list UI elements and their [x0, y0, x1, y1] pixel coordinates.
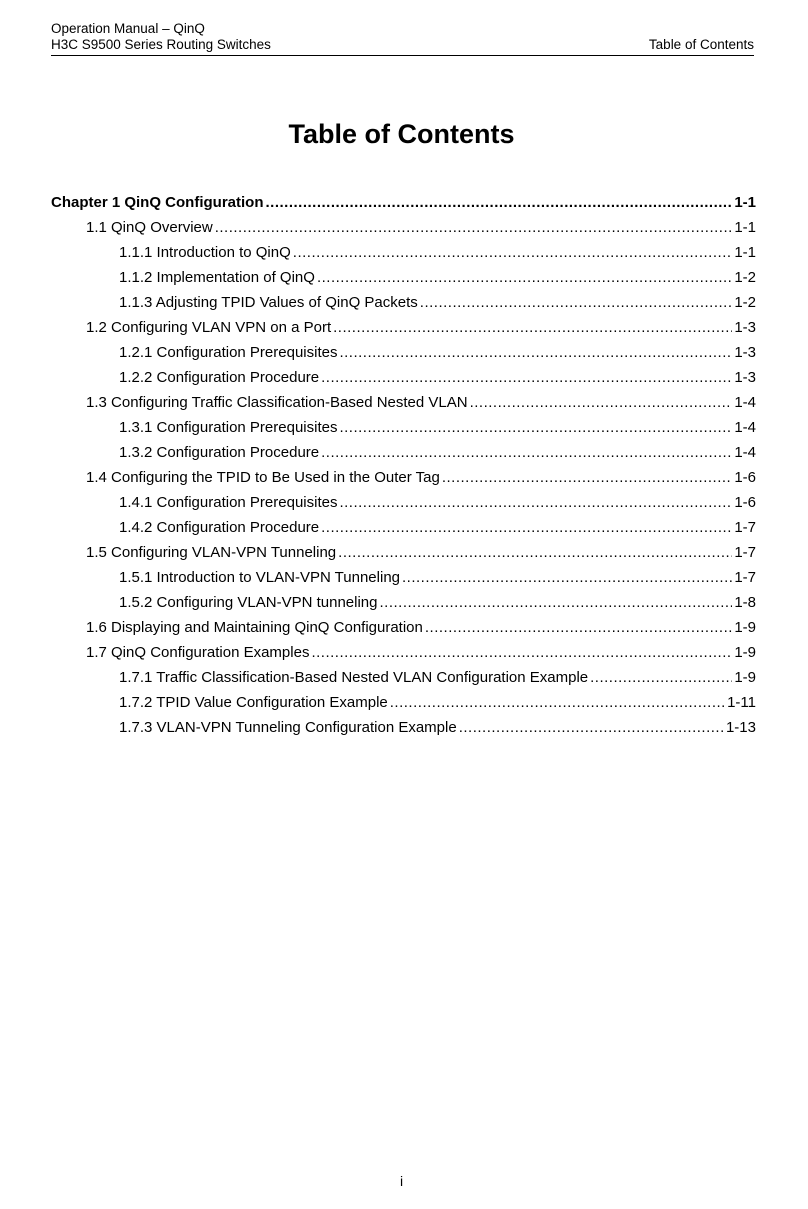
toc-leader-dots [470, 390, 733, 415]
toc-leader-dots [380, 590, 733, 615]
toc-entry[interactable] [51, 565, 756, 590]
toc-entry-text: 1.1.2 Implementation of QinQ [119, 269, 315, 286]
toc-entry[interactable] [51, 190, 756, 215]
toc-entry-text: 1.1 QinQ Overview [86, 219, 213, 236]
toc-entry-page: 1-9 [734, 619, 756, 636]
toc-entry-page: 1-2 [734, 269, 756, 286]
toc-entry[interactable] [51, 390, 756, 415]
toc-entry-page: 1-11 [727, 694, 756, 711]
toc-leader-dots [459, 715, 724, 740]
page-number: i [399, 1173, 404, 1189]
toc-entry-page: 1-7 [734, 519, 756, 536]
toc-leader-dots [293, 240, 733, 265]
toc-entry-text: 1.7.1 Traffic Classification-Based Nested VLAN Configuration Example [119, 669, 589, 686]
toc-entry-text: 1.2 Configuring VLAN VPN on a Port [86, 319, 332, 336]
toc-leader-dots [339, 340, 732, 365]
toc-entry-page: 1-4 [734, 394, 756, 411]
toc-entry-text: 1.3.1 Configuration Prerequisites [119, 419, 338, 436]
toc-entry-text: 1.3 Configuring Traffic Classification-Based Nested VLAN [86, 394, 468, 411]
toc-leader-dots [215, 215, 733, 240]
toc-entry-text: 1.7.2 TPID Value Configuration Example [119, 694, 388, 711]
toc-entry-page: 1-1 [734, 219, 756, 236]
toc-entry-page: 1-3 [734, 369, 756, 386]
toc-entry-page: 1-4 [734, 419, 756, 436]
toc-leader-dots [338, 540, 732, 565]
toc-entry-page: 1-13 [725, 719, 756, 736]
toc-entry-text: 1.5.2 Configuring VLAN-VPN tunneling [119, 594, 378, 611]
toc-entry-page: 1-7 [734, 569, 756, 586]
toc-entry-text: 1.4 Configuring the TPID to Be Used in the Outer Tag [86, 469, 440, 486]
toc-entry[interactable] [51, 490, 756, 515]
toc-entry-page: 1-6 [734, 494, 756, 511]
toc-entry[interactable] [51, 715, 756, 740]
toc-leader-dots [590, 665, 732, 690]
toc-entry-page: 1-6 [734, 469, 756, 486]
toc-entry-text: 1.3.2 Configuration Procedure [119, 444, 320, 461]
toc-entry-text: 1.2.1 Configuration Prerequisites [119, 344, 338, 361]
toc-entry-text: 1.2.2 Configuration Procedure [119, 369, 320, 386]
toc-entry-page: 1-3 [734, 319, 756, 336]
toc-entry-page: 1-8 [734, 594, 756, 611]
header-product-name: H3C S9500 Series Routing Switches [51, 37, 271, 52]
toc-leader-dots [321, 440, 732, 465]
page-header [51, 21, 754, 56]
toc-entry[interactable] [51, 465, 756, 490]
toc-entry[interactable] [51, 615, 756, 640]
toc-entry-page: 1-3 [734, 344, 756, 361]
toc-entry-text: 1.5 Configuring VLAN-VPN Tunneling [86, 544, 337, 561]
header-section-name: Table of Contents [648, 37, 754, 52]
toc-leader-dots [339, 490, 732, 515]
toc-entry-text: 1.6 Displaying and Maintaining QinQ Configuration [86, 619, 423, 636]
toc-entry[interactable] [51, 590, 756, 615]
toc-leader-dots [311, 640, 732, 665]
toc-entry-text: 1.4.1 Configuration Prerequisites [119, 494, 338, 511]
toc-entry[interactable] [51, 215, 756, 240]
toc-entry-text: 1.7.3 VLAN-VPN Tunneling Configuration Example [119, 719, 457, 736]
toc-entry[interactable] [51, 340, 756, 365]
page-title: Table of Contents [288, 119, 515, 149]
toc-entry[interactable] [51, 315, 756, 340]
toc-entry-text: 1.5.1 Introduction to VLAN-VPN Tunneling [119, 569, 401, 586]
toc-entry-page: 1-1 [734, 244, 756, 261]
toc-leader-dots [402, 565, 732, 590]
toc-entry-page: 1-7 [734, 544, 756, 561]
toc-leader-dots [442, 465, 732, 490]
toc-entry-page: 1-4 [734, 444, 756, 461]
toc-entry[interactable] [51, 240, 756, 265]
toc-entry-page: 1-9 [734, 669, 756, 686]
toc-leader-dots [420, 290, 733, 315]
toc-leader-dots [390, 690, 725, 715]
toc-entry-text: Chapter 1 QinQ Configuration [51, 194, 264, 211]
toc-leader-dots [333, 315, 732, 340]
toc-entry-page: 1-9 [734, 644, 756, 661]
toc-entry-page: 1-1 [734, 194, 756, 211]
toc-entry[interactable] [51, 290, 756, 315]
toc-leader-dots [321, 365, 732, 390]
toc-leader-dots [266, 190, 733, 215]
toc-leader-dots [425, 615, 732, 640]
toc-entry[interactable] [51, 640, 756, 665]
toc-leader-dots [321, 515, 732, 540]
toc-entry-page: 1-2 [734, 294, 756, 311]
toc-entry-text: 1.7 QinQ Configuration Examples [86, 644, 310, 661]
toc-entry-text: 1.1.3 Adjusting TPID Values of QinQ Packets [119, 294, 418, 311]
toc-leader-dots [317, 265, 732, 290]
toc-entry[interactable] [51, 415, 756, 440]
header-manual-title: Operation Manual – QinQ [51, 21, 205, 36]
toc-entry[interactable] [51, 690, 756, 715]
toc-entry-text: 1.4.2 Configuration Procedure [119, 519, 320, 536]
toc-leader-dots [339, 415, 732, 440]
toc-entry[interactable] [51, 440, 756, 465]
toc-entry[interactable] [51, 265, 756, 290]
toc-entry[interactable] [51, 540, 756, 565]
toc-entry[interactable] [51, 665, 756, 690]
toc-entry-text: 1.1.1 Introduction to QinQ [119, 244, 291, 261]
table-of-contents [51, 190, 756, 740]
toc-entry[interactable] [51, 515, 756, 540]
toc-entry[interactable] [51, 365, 756, 390]
